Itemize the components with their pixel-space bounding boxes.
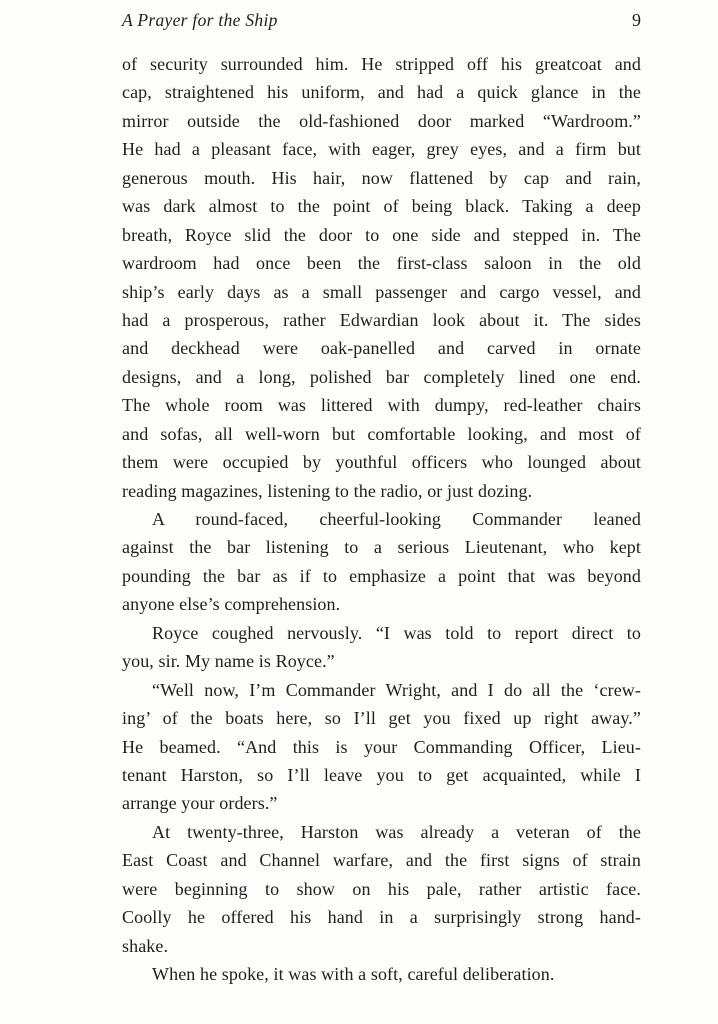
text-line: cap, straightened his uniform, and had a quick glance in the [122, 82, 641, 103]
text-line: them were occupied by youthful officers who lounged about [122, 452, 641, 473]
text-line: He had a pleasant face, with eager, grey eyes, and a firm but [122, 139, 641, 160]
text-line: “Well now, I’m Commander Wright, and I do all the ‘crew- [152, 679, 641, 700]
text-line: Royce coughed nervously. “I was told to report direct to [152, 622, 641, 643]
running-header [122, 10, 641, 31]
text-line: A round-faced, cheerful-looking Commander leaned [152, 509, 641, 529]
text-line: reading magazines, listening to the radio, or just dozing. [122, 480, 533, 501]
text-line: The whole room was littered with dumpy, red-leather chairs [122, 395, 641, 416]
text-line: ship’s early days as a small passenger and cargo vessel, and [122, 281, 641, 302]
text-line: East Coast and Channel warfare, and the first signs of strain [122, 850, 641, 871]
text-line: against the bar listening to a serious Lieutenant, who kept [122, 537, 641, 558]
text-line: wardroom had once been the first-class saloon in the old [122, 253, 641, 274]
text-line: mirror outside the old-fashioned door marked “Wardroom.” [122, 110, 641, 131]
text-line: and deckhead were oak-panelled and carved in ornate [122, 338, 641, 359]
text-line: was dark almost to the point of being black. Taking a deep [122, 196, 641, 217]
text-line: ing’ of the boats here, so I’ll get you fixed up right away.” [122, 708, 641, 729]
text-line: anyone else’s comprehension. [122, 594, 341, 615]
text-line: When he spoke, it was with a soft, careful deliberation. [152, 964, 555, 984]
text-line: were beginning to show on his pale, rather artistic face. [122, 878, 641, 899]
text-line: Coolly he offered his hand in a surprisingly strong hand- [122, 907, 641, 928]
text-line: shake. [122, 935, 169, 956]
text-line: of security surrounded him. He stripped off his greatcoat and [122, 54, 641, 74]
text-line: breath, Royce slid the door to one side and stepped in. The [122, 224, 641, 245]
text-line: and sofas, all well-worn but comfortable looking, and most of [122, 423, 641, 444]
text-line: arrange your orders.” [122, 793, 278, 814]
text-line: pounding the bar as if to emphasize a point that was beyond [122, 565, 641, 586]
text-block [122, 50, 641, 988]
book-title: A Prayer for the Ship [122, 10, 278, 30]
text-line: He beamed. “And this is your Commanding Officer, Lieu- [122, 736, 641, 757]
text-line: At twenty-three, Harston was already a veteran of the [152, 821, 641, 842]
page-number: 9 [632, 10, 641, 30]
text-line: you, sir. My name is Royce.” [122, 651, 335, 672]
text-line: generous mouth. His hair, now flattened by cap and rain, [122, 167, 641, 188]
text-line: designs, and a long, polished bar completely lined one end. [122, 366, 641, 387]
text-line: had a prosperous, rather Edwardian look about it. The sides [122, 309, 641, 330]
text-line: tenant Harston, so I’ll leave you to get acquainted, while I [122, 764, 641, 785]
